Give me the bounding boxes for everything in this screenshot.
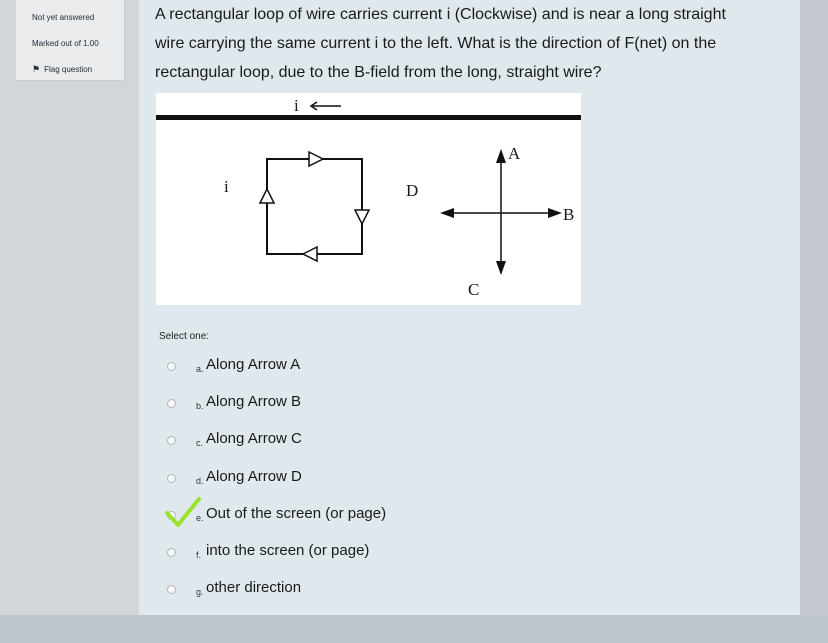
label-a: A [508, 144, 521, 163]
marks-text: Marked out of 1.00 [32, 39, 99, 48]
option-radio[interactable] [167, 399, 176, 408]
option-letter: b. [196, 401, 204, 411]
option-text: into the screen (or page) [206, 542, 370, 559]
question-line: rectangular loop, due to the B-field from the long, straight wire? [155, 64, 602, 81]
loop-current-label: i [224, 177, 229, 196]
loop-arrow-right [355, 210, 369, 224]
option-radio[interactable] [167, 474, 176, 483]
long-wire [156, 115, 581, 120]
option-letter: f. [196, 550, 202, 560]
question-info-panel [16, 0, 125, 81]
select-one-label: Select one: [159, 331, 210, 342]
diagram-svg [156, 93, 581, 305]
option-letter: g. [196, 587, 204, 597]
question-panel [139, 0, 800, 615]
arrow-d-head [440, 208, 454, 218]
arrow-b-head [548, 208, 562, 218]
status-text: Not yet answered [32, 13, 95, 22]
arrow-a-head [496, 149, 506, 163]
option-text: other direction [206, 579, 302, 596]
background-strip [800, 0, 828, 643]
option-letter: d. [196, 476, 204, 486]
check-mark-icon [164, 496, 202, 530]
option-text: Out of the screen (or page) [206, 505, 387, 522]
question-line: wire carrying the same current i to the left. What is the direction of F(net) on the [155, 35, 717, 52]
loop-arrow-top [309, 152, 323, 166]
question-line: A rectangular loop of wire carries current i (Clockwise) and is near a long straight [155, 6, 726, 23]
option-radio[interactable] [167, 436, 176, 445]
loop-arrow-bottom [303, 247, 317, 261]
option-letter: c. [196, 438, 204, 448]
flag-question-link[interactable] [32, 64, 92, 75]
option-text: Along Arrow D [206, 468, 302, 485]
check-mark-stroke [167, 499, 199, 525]
label-d: D [406, 181, 419, 200]
wire-loop [267, 159, 362, 254]
option-radio[interactable] [167, 548, 176, 557]
background-strip-bottom [0, 615, 828, 643]
option-text: Along Arrow A [206, 356, 301, 373]
question-diagram [156, 93, 581, 305]
flag-question-label: Flag question [44, 65, 93, 74]
option-letter: a. [196, 364, 204, 374]
wire-current-label: i [294, 96, 299, 115]
label-c: C [468, 280, 480, 299]
option-radio[interactable] [167, 362, 176, 371]
option-text: Along Arrow B [206, 393, 302, 410]
option-text: Along Arrow C [206, 430, 302, 447]
loop-arrow-left [260, 189, 274, 203]
label-b: B [563, 205, 575, 224]
option-letter: e. [196, 513, 204, 523]
question-text [155, 0, 795, 87]
arrow-c-head [496, 261, 506, 275]
flag-icon: ⚑ [32, 64, 41, 74]
option-radio[interactable] [167, 585, 176, 594]
